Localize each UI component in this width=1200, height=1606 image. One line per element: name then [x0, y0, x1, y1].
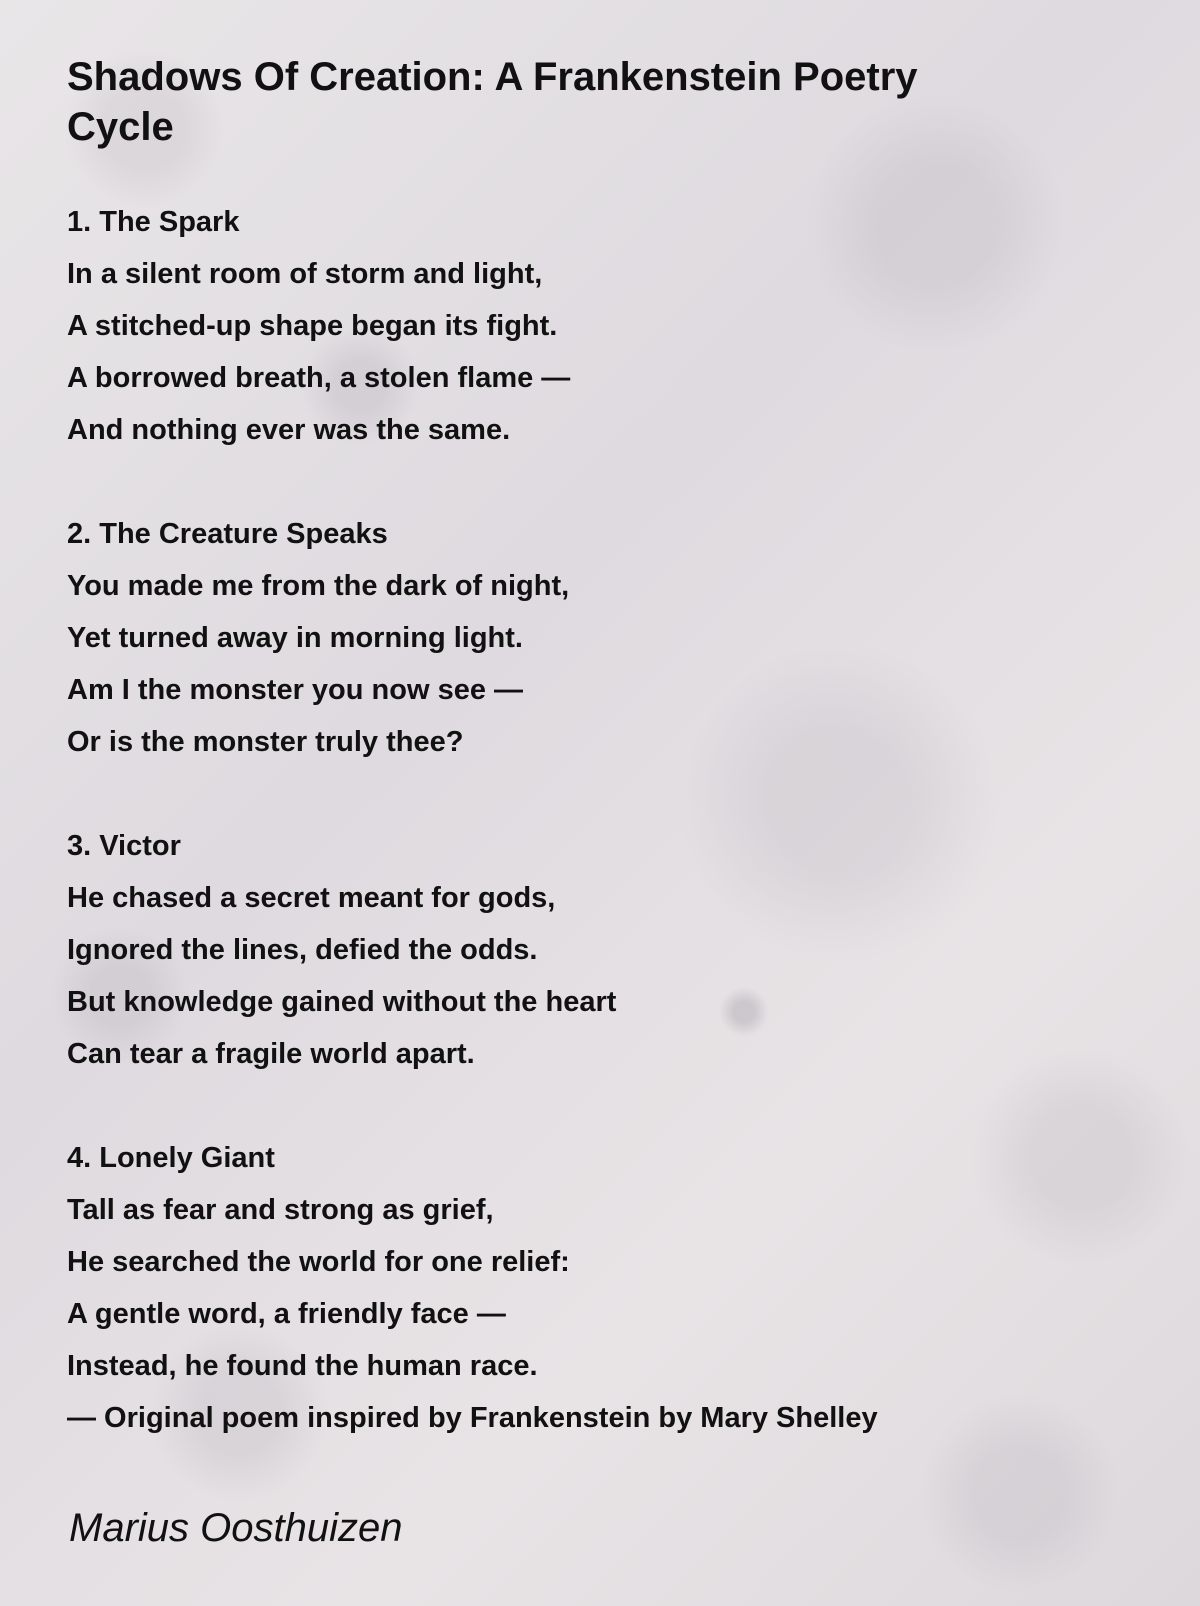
stanza-heading: 4. Lonely Giant: [67, 1142, 275, 1174]
poem-line: Instead, he found the human race.: [67, 1350, 538, 1382]
poem-line: He chased a secret meant for gods,: [67, 882, 556, 914]
stanza-2: [67, 508, 1127, 768]
poem-line: Yet turned away in morning light.: [67, 622, 523, 654]
stanza-heading: 2. The Creature Speaks: [67, 518, 388, 550]
attribution-line: — Original poem inspired by Frankenstein by Mary Shelley: [67, 1402, 878, 1434]
poem-line: A borrowed breath, a stolen flame —: [67, 362, 571, 394]
stanza-1: [67, 196, 1127, 456]
poem-page: [67, 52, 1127, 1444]
poem-line: A stitched-up shape began its fight.: [67, 310, 558, 342]
poem-line: Can tear a fragile world apart.: [67, 1038, 475, 1070]
poem-line: Am I the monster you now see —: [67, 674, 524, 706]
poem-line: In a silent room of storm and light,: [67, 258, 543, 290]
poem-title: Shadows Of Creation: A Frankenstein Poetry Cycle: [67, 55, 918, 149]
poem-line: You made me from the dark of night,: [67, 570, 570, 602]
stanza-4: [67, 1132, 1127, 1444]
author-name: Marius Oosthuizen: [69, 1506, 403, 1550]
stanza-3: [67, 820, 1127, 1080]
poem-line: A gentle word, a friendly face —: [67, 1298, 506, 1330]
poem-line: Ignored the lines, defied the odds.: [67, 934, 538, 966]
stanza-heading: 1. The Spark: [67, 206, 240, 238]
poem-line: Or is the monster truly thee?: [67, 726, 464, 758]
stanza-heading: 3. Victor: [67, 830, 181, 862]
poem-line: And nothing ever was the same.: [67, 414, 511, 446]
poem-line: He searched the world for one relief:: [67, 1246, 570, 1278]
poem-line: But knowledge gained without the heart: [67, 986, 617, 1018]
poem-line: Tall as fear and strong as grief,: [67, 1194, 494, 1226]
